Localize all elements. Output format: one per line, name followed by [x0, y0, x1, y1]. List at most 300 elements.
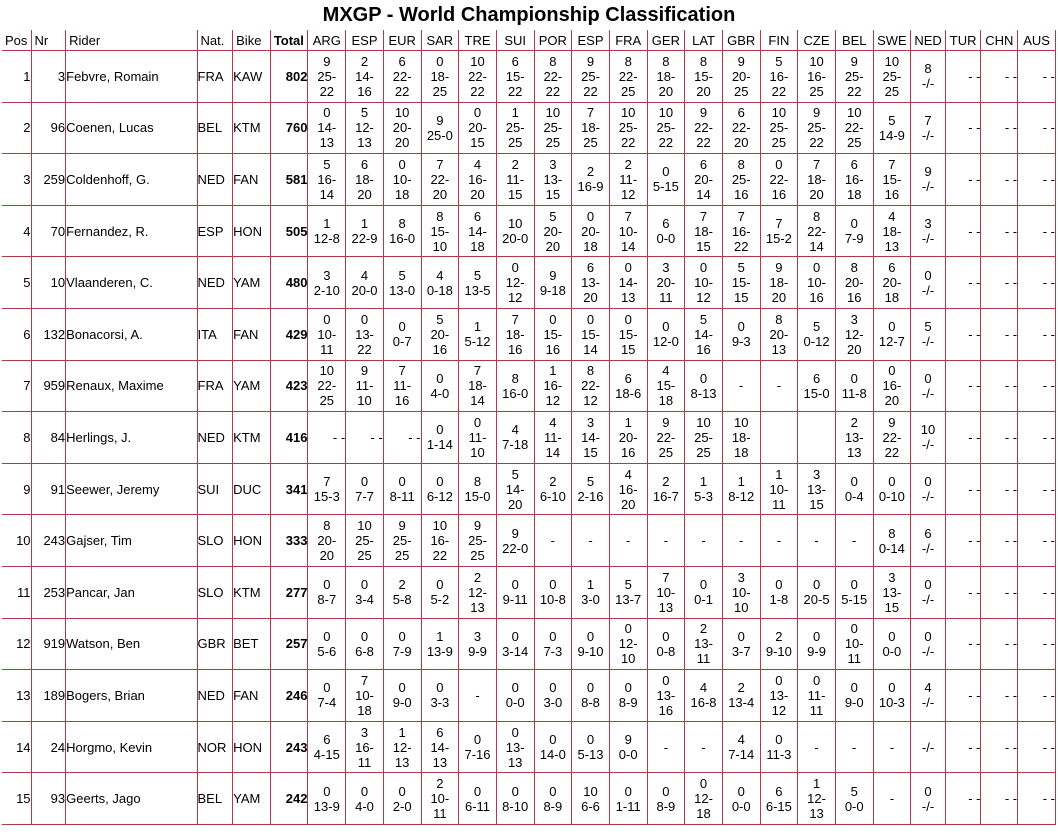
cell-rider[interactable]: Geerts, Jago: [66, 773, 197, 825]
result-line: 14-: [505, 481, 525, 497]
cell-rider[interactable]: Febvre, Romain: [66, 51, 197, 103]
classification-rows: [2, 51, 1056, 825]
cell-race-result: [497, 412, 535, 464]
result-line: 1: [398, 724, 406, 740]
cell-race-result: [572, 670, 610, 722]
result-line: -: [739, 378, 744, 394]
result-line: -/-: [921, 695, 935, 711]
result-line: 0: [812, 672, 821, 688]
cell-race-result: [761, 309, 799, 361]
result-line: 0-0: [618, 747, 638, 763]
result-line: 12-7: [878, 334, 905, 350]
cell-race-result: [981, 412, 1018, 464]
col-header-race: SWE: [874, 30, 912, 51]
result-line: 0-1: [694, 592, 713, 608]
cell-race-result: [572, 103, 610, 155]
cell-race-result: [384, 773, 422, 825]
result-line: 12-: [618, 636, 638, 652]
cell-race-result: [798, 464, 836, 516]
result-line: 1: [586, 577, 595, 593]
cell-pos: 1: [2, 51, 32, 103]
cell-rider[interactable]: Bonacorsi, A.: [66, 309, 197, 361]
cell-race-result: [685, 515, 723, 567]
result-line: 0: [586, 208, 595, 224]
result-line: 22-: [807, 223, 826, 239]
cell-race-result: [497, 722, 535, 774]
cell-race-result: [836, 515, 874, 567]
cell-race-result: [610, 206, 648, 258]
result-line: 8: [850, 260, 858, 276]
result-line: 6-12: [426, 489, 453, 505]
cell-bike: YAM: [233, 361, 271, 413]
result-line: 15: [620, 341, 636, 357]
cell-rider[interactable]: Bogers, Brian: [66, 670, 197, 722]
cell-race-result: [422, 619, 460, 671]
result-line: 10: [357, 393, 372, 409]
result-line: 18-: [694, 223, 713, 239]
table-row: [2, 670, 1056, 722]
cell-race-result: [610, 257, 648, 309]
cell-total: 242: [271, 773, 309, 825]
result-line: 0: [586, 628, 595, 644]
result-line: 0: [473, 732, 482, 748]
result-line: 22: [507, 83, 523, 99]
cell-nat: NED: [198, 412, 234, 464]
result-line: 7-16: [464, 747, 491, 763]
result-line: -: [475, 687, 480, 703]
col-header-bike: Bike: [233, 30, 271, 51]
cell-race-result: [497, 464, 535, 516]
result-line: 12-: [355, 120, 374, 136]
result-line: 0: [511, 577, 519, 593]
cell-race-result: [535, 257, 573, 309]
result-line: 8: [737, 156, 745, 172]
result-line: 25: [583, 135, 598, 151]
header-row: [2, 30, 1056, 51]
result-line: 12: [583, 393, 598, 409]
cell-race-result: [874, 773, 912, 825]
cell-rider[interactable]: Seewer, Jeremy: [66, 464, 197, 516]
cell-race-result: [946, 670, 982, 722]
result-line: 10-: [694, 275, 713, 291]
result-line: 15-: [581, 326, 600, 342]
cell-race-result: [981, 257, 1018, 309]
result-line: 9: [436, 112, 444, 128]
result-line: 10: [620, 651, 636, 667]
col-header-race: TUR: [946, 30, 982, 51]
cell-race-result: [459, 464, 497, 516]
cell-race-result: [874, 361, 912, 413]
table-row: [2, 206, 1056, 258]
cell-race-result: [422, 154, 460, 206]
result-line: 3-3: [430, 695, 450, 711]
result-line: 10-: [807, 275, 826, 291]
cell-race-result: [981, 51, 1018, 103]
result-line: 0: [511, 628, 519, 644]
result-line: - -: [1042, 481, 1055, 497]
cell-race-result: [836, 361, 874, 413]
cell-race-result: [836, 257, 874, 309]
result-line: 13-: [656, 687, 676, 703]
result-line: 16: [620, 444, 636, 460]
table-row: [2, 103, 1056, 155]
result-line: 10-: [656, 584, 676, 600]
cell-race-result: [384, 361, 422, 413]
result-line: 0: [549, 577, 557, 593]
result-line: 4: [511, 422, 519, 438]
cell-race-result: [761, 567, 799, 619]
cell-total: 416: [271, 412, 309, 464]
cell-race-result: [572, 361, 610, 413]
result-line: 11: [357, 754, 372, 770]
cell-race-result: [911, 51, 946, 103]
result-line: 0: [924, 267, 932, 283]
result-line: 9-0: [844, 695, 864, 711]
cell-race-result: [346, 773, 384, 825]
result-line: 9: [812, 105, 821, 121]
result-line: 20: [620, 496, 636, 512]
result-line: 20: [733, 135, 749, 151]
cell-race-result: [535, 670, 573, 722]
result-line: 4: [662, 363, 670, 379]
cell-rider[interactable]: Renaux, Maxime: [66, 361, 197, 413]
cell-race-result: [1018, 103, 1056, 155]
cell-pos: 2: [2, 103, 32, 155]
cell-pos: 8: [2, 412, 32, 464]
result-line: 20-5: [803, 592, 830, 608]
result-line: 0: [323, 105, 331, 121]
cell-race-result: [981, 670, 1018, 722]
cell-race-result: [1018, 464, 1056, 516]
result-line: -: [852, 533, 857, 549]
cell-nr: 959: [32, 361, 67, 413]
cell-race-result: [761, 361, 799, 413]
cell-race-result: [836, 103, 874, 155]
result-line: 1: [812, 776, 821, 792]
cell-race-result: [610, 464, 648, 516]
result-line: 14-9: [878, 127, 905, 143]
cell-race-result: [798, 257, 836, 309]
cell-bike: DUC: [233, 464, 271, 516]
result-line: 7: [511, 311, 519, 327]
result-line: 3: [549, 156, 557, 172]
result-line: 16-9: [577, 179, 604, 195]
result-line: 25-: [769, 120, 789, 136]
result-line: 7: [436, 156, 444, 172]
cell-race-result: [648, 619, 686, 671]
result-line: 6: [398, 53, 406, 69]
result-line: 4: [360, 267, 369, 283]
cell-rider[interactable]: Horgmo, Kevin: [66, 722, 197, 774]
cell-nr: 243: [32, 515, 67, 567]
result-line: 15-: [430, 223, 450, 239]
result-line: 12-: [694, 791, 713, 807]
cell-pos: 7: [2, 361, 32, 413]
result-line: 0: [323, 311, 331, 327]
result-line: 0-0: [505, 695, 525, 711]
result-line: 18-6: [615, 385, 642, 401]
col-header-race: BEL: [836, 30, 874, 51]
result-line: 13: [846, 444, 862, 460]
cell-pos: 13: [2, 670, 32, 722]
result-line: 12: [507, 290, 523, 306]
cell-race-result: [1018, 257, 1056, 309]
result-line: - -: [1042, 120, 1055, 136]
result-line: 22-: [317, 378, 337, 394]
result-line: 9: [699, 105, 708, 121]
result-line: 0: [398, 680, 406, 696]
result-line: 7: [398, 363, 406, 379]
cell-nr: 919: [32, 619, 67, 671]
result-line: -: [626, 533, 631, 549]
result-line: -: [663, 533, 669, 549]
result-line: 11-: [393, 378, 412, 394]
result-line: - -: [1042, 275, 1055, 291]
result-line: 11: [433, 806, 447, 822]
result-line: 14-: [430, 739, 450, 755]
result-line: 9: [323, 53, 331, 69]
result-line: 4: [888, 208, 896, 224]
result-line: 9: [360, 363, 369, 379]
cell-rider[interactable]: Gajser, Tim: [66, 515, 197, 567]
result-line: 22-: [656, 429, 676, 445]
result-line: 11: [847, 651, 861, 667]
cell-race-result: [911, 412, 946, 464]
result-line: -: [776, 533, 782, 549]
result-line: - -: [1004, 171, 1018, 187]
cell-rider[interactable]: Pancar, Jan: [66, 567, 197, 619]
table-row: [2, 154, 1056, 206]
result-line: 7-18: [502, 437, 529, 453]
result-line: 14: [319, 186, 335, 202]
result-line: 0: [624, 311, 632, 327]
result-line: 10: [507, 216, 523, 232]
cell-rider[interactable]: Fernandez, R.: [66, 206, 197, 258]
result-line: 25: [357, 548, 372, 564]
result-line: 0: [360, 474, 369, 490]
result-line: 2: [624, 156, 632, 172]
cell-race-result: [723, 722, 761, 774]
cell-race-result: [308, 722, 346, 774]
result-line: 25-: [656, 120, 676, 136]
result-line: 16: [394, 393, 410, 409]
cell-race-result: [535, 361, 573, 413]
result-line: 0: [662, 783, 670, 799]
result-line: 9: [586, 53, 595, 69]
cell-race-result: [723, 670, 761, 722]
cell-race-result: [384, 154, 422, 206]
cell-race-result: [648, 309, 686, 361]
result-line: 0: [699, 370, 708, 386]
result-line: 2: [398, 577, 406, 593]
result-line: 11-3: [766, 747, 792, 763]
cell-total: 429: [271, 309, 309, 361]
col-header-race: EUR: [384, 30, 422, 51]
result-line: - -: [1042, 429, 1055, 445]
cell-race-result: [798, 309, 836, 361]
col-header-total: Total: [271, 30, 309, 51]
result-line: 0: [323, 628, 331, 644]
result-line: 20-0: [351, 282, 378, 298]
cell-race-result: [648, 464, 686, 516]
result-line: 7: [888, 156, 896, 172]
cell-race-result: [836, 567, 874, 619]
result-line: 18: [884, 290, 900, 306]
result-line: 0: [662, 672, 670, 688]
result-line: 25: [394, 548, 410, 564]
cell-race-result: [459, 773, 497, 825]
result-line: 0: [586, 311, 595, 327]
cell-race-result: [761, 464, 799, 516]
cell-race-result: [723, 103, 761, 155]
cell-race-result: [798, 103, 836, 155]
result-line: 5: [511, 466, 519, 482]
result-line: 13: [357, 135, 372, 151]
result-line: 10: [920, 422, 936, 438]
result-line: 0-0: [882, 643, 902, 659]
result-line: 10: [545, 105, 561, 121]
result-line: - -: [968, 739, 981, 755]
cell-race-result: [981, 722, 1018, 774]
cell-bike: HON: [233, 515, 271, 567]
result-line: 14-: [317, 120, 337, 136]
cell-race-result: [874, 670, 912, 722]
cell-race-result: [422, 412, 460, 464]
result-line: 0-0: [844, 798, 864, 814]
result-line: 18: [658, 393, 674, 409]
cell-rider[interactable]: Vlaanderen, C.: [66, 257, 197, 309]
result-line: 0: [511, 680, 519, 696]
result-line: 5: [323, 156, 331, 172]
cell-race-result: [459, 567, 497, 619]
table-row: [2, 464, 1056, 516]
result-line: 2: [586, 164, 595, 180]
cell-race-result: [572, 154, 610, 206]
result-line: 6-11: [464, 798, 491, 814]
result-line: 0: [624, 783, 632, 799]
result-line: 4: [699, 680, 708, 696]
result-line: 10: [394, 105, 410, 121]
result-line: -/-: [921, 798, 935, 814]
result-line: 0: [549, 311, 557, 327]
result-line: 11: [320, 341, 334, 357]
result-line: 0-12: [803, 334, 830, 350]
result-line: 7: [924, 112, 932, 128]
cell-race-result: [346, 412, 384, 464]
cell-race-result: [346, 515, 384, 567]
cell-race-result: [459, 154, 497, 206]
result-line: 5: [398, 267, 406, 283]
cell-rider[interactable]: Coldenhoff, G.: [66, 154, 197, 206]
result-line: 0: [888, 680, 896, 696]
cell-race-result: [874, 412, 912, 464]
result-line: 13: [507, 754, 523, 770]
result-line: 12: [545, 393, 561, 409]
result-line: 6: [699, 156, 708, 172]
result-line: 25-: [731, 171, 751, 187]
result-line: 25-: [317, 68, 337, 84]
result-line: 18-: [430, 68, 450, 84]
result-line: 20-: [769, 326, 789, 342]
result-line: 18-: [731, 429, 751, 445]
cell-pos: 11: [2, 567, 32, 619]
cell-bike: FAN: [233, 670, 271, 722]
cell-rider[interactable]: Herlings, J.: [66, 412, 197, 464]
result-line: 20: [357, 186, 372, 202]
cell-race-result: [836, 412, 874, 464]
result-line: 9-10: [577, 643, 604, 659]
cell-race-result: [648, 154, 686, 206]
result-line: - -: [968, 68, 981, 84]
cell-total: 802: [271, 51, 309, 103]
result-line: 16-: [355, 739, 374, 755]
result-line: 12-: [505, 275, 525, 291]
result-line: 0: [436, 680, 444, 696]
cell-race-result: [798, 670, 836, 722]
table-row: [2, 51, 1056, 103]
cell-race-result: [981, 567, 1018, 619]
result-line: 4: [624, 466, 632, 482]
cell-race-result: [1018, 361, 1056, 413]
result-line: 25-: [694, 429, 713, 445]
cell-rider[interactable]: Coenen, Lucas: [66, 103, 197, 155]
cell-bike: KTM: [233, 103, 271, 155]
cell-rider[interactable]: Watson, Ben: [66, 619, 197, 671]
result-line: 20: [696, 83, 711, 99]
result-line: - -: [1004, 739, 1018, 755]
result-line: 0: [699, 260, 708, 276]
result-line: 0: [924, 474, 932, 490]
result-line: 7-14: [728, 747, 755, 763]
result-line: 13-4: [728, 695, 755, 711]
cell-race-result: [610, 515, 648, 567]
result-line: 16-7: [652, 489, 679, 505]
cell-race-result: [761, 103, 799, 155]
cell-race-result: [911, 361, 946, 413]
result-line: 20: [470, 186, 485, 202]
col-header-nr: Nr: [32, 30, 67, 51]
result-line: 10-: [769, 481, 789, 497]
cell-race-result: [308, 206, 346, 258]
cell-total: 246: [271, 670, 309, 722]
result-line: 16: [545, 341, 561, 357]
result-line: 13: [394, 754, 410, 770]
result-line: 15-0: [803, 385, 830, 401]
result-line: 0: [436, 577, 444, 593]
result-line: 22-: [430, 171, 450, 187]
result-line: 16-: [731, 223, 751, 239]
cell-race-result: [422, 567, 460, 619]
result-line: 14: [696, 186, 711, 202]
cell-race-result: [308, 51, 346, 103]
cell-race-result: [535, 51, 573, 103]
cell-race-result: [911, 567, 946, 619]
cell-race-result: [384, 567, 422, 619]
cell-race-result: [610, 619, 648, 671]
cell-race-result: [874, 51, 912, 103]
result-line: 10-: [392, 171, 412, 187]
cell-race-result: [836, 722, 874, 774]
result-line: 5: [775, 53, 783, 69]
result-line: 7: [662, 569, 670, 585]
result-line: - -: [968, 326, 981, 342]
result-line: 18-: [882, 223, 902, 239]
cell-race-result: [761, 722, 799, 774]
cell-nr: 3: [32, 51, 67, 103]
cell-race-result: [610, 670, 648, 722]
result-line: 2: [436, 776, 444, 792]
result-line: 20: [809, 186, 824, 202]
